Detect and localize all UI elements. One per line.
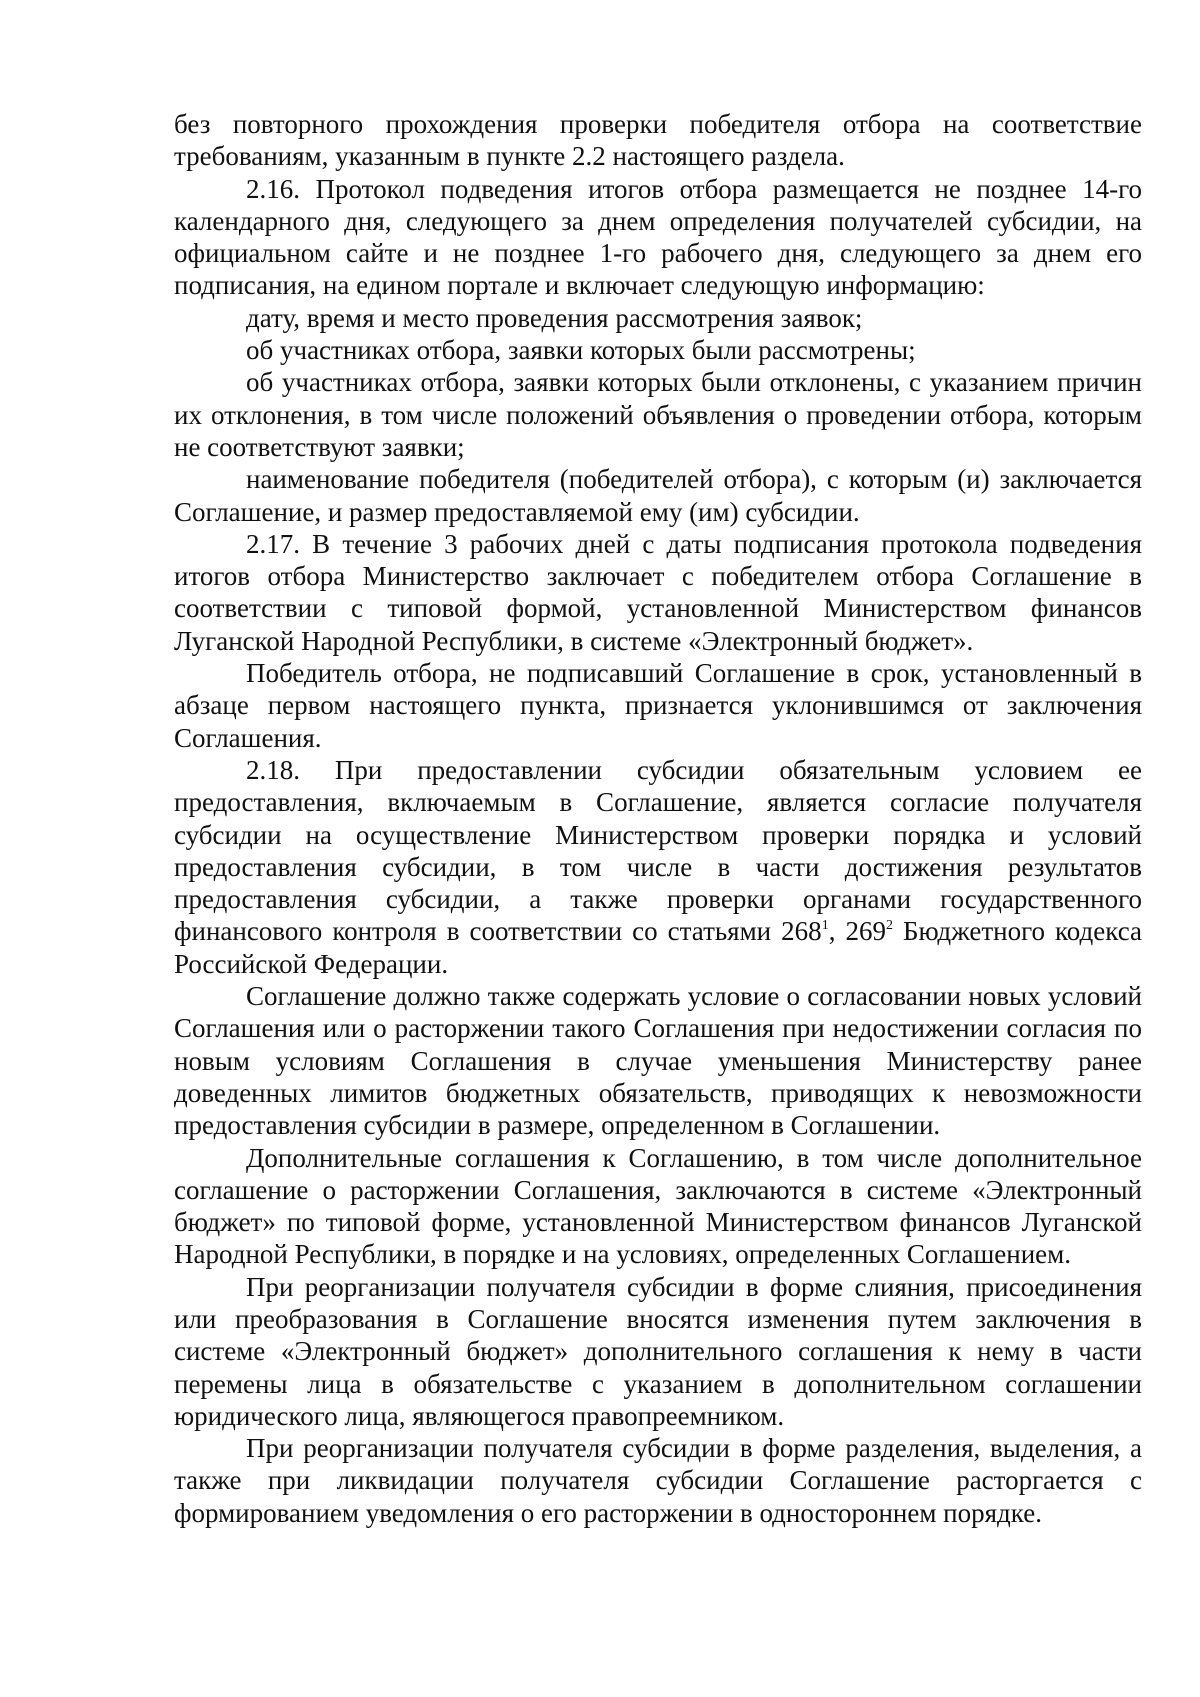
paragraph-2-16-date-item: дату, время и место проведения рассмотрения заявок;: [246, 302, 863, 333]
paragraph-2-17-evasion: Победитель отбора, не подписавший Соглашение в срок, установленный в абзаце первом настоящего пункта, признается уклонившимся от заключения Соглашения.: [174, 658, 1142, 753]
paragraph-2-18-text-before: 2.18. При предоставлении субсидии обязательным условием ее предоставления, включаемым в Соглашение, является согласие получателя субсидии на осуществление Министерством проверки порядка и условий предоставления субсидии, в том числе в части достижения результатов предоставления субсидии, а также проверки органами государственного финансового контроля в соответствии со статьями 268: [174, 754, 1142, 947]
superscript-article-269: 2: [885, 918, 893, 934]
paragraph-2-16: 2.16. Протокол подведения итогов отбора размещается не позднее 14-го календарного дня, следующего за днем определения получателей субсидии, на официальном сайте и не позднее 1-го рабочего дня, следующего за днем его подписания, на едином портале и включает следующую информацию:: [174, 173, 1142, 301]
paragraph-2-18: [174, 754, 1142, 980]
paragraph-2-18-division: При реорганизации получателя субсидии в форме разделения, выделения, а также при ликвидации получателя субсидии Соглашение расторгается с формированием уведомления о его расторжении в одностороннем порядке.: [174, 1433, 1142, 1528]
paragraph-2-18-merger: При реорганизации получателя субсидии в форме слияния, присоединения или преобразования в Соглашение вносятся изменения путем заключения в системе «Электронный бюджет» дополнительного соглашения к нему в части перемены лица в обязательстве с указанием в дополнительном соглашении юридического лица, являющегося правопреемником.: [174, 1271, 1142, 1431]
paragraph-2-18-terms: Соглашение должно также содержать условие о согласовании новых условий Соглашения или о расторжении такого Соглашения при недостижении согласия по новым условиям Соглашения в случае уменьшения Министерству ранее доведенных лимитов бюджетных обязательств, приводящих к невозможности предоставления субсидии в размере, определенном в Соглашении.: [174, 981, 1142, 1141]
paragraph-2-17: 2.17. В течение 3 рабочих дней с даты подписания протокола подведения итогов отбора Министерство заключает с победителем отбора Соглашение в соответствии с типовой формой, установленной Министерством финансов Луганской Народной Республики, в системе «Электронный бюджет».: [174, 528, 1142, 656]
document-body: [174, 108, 1142, 1529]
paragraph-2-18-text-after: Бюджетного кодекса Российской Федерации.: [174, 916, 1142, 979]
paragraph-2-18-text-middle: , 269: [828, 916, 886, 947]
paragraph-2-18-additional-agreements: Дополнительные соглашения к Соглашению, в том числе дополнительное соглашение о расторжении Соглашения, заключаются в системе «Электронный бюджет» по типовой форме, установленной Министерством финансов Луганской Народной Республики, в порядке и на условиях, определенных Соглашением.: [174, 1142, 1142, 1270]
paragraph-2-16-reviewed-item: об участниках отбора, заявки которых были рассмотрены;: [246, 335, 916, 366]
paragraph-2-16-rejected-item: об участниках отбора, заявки которых были отклонены, с указанием причин их отклонения, в том числе положений объявления о проведении отбора, которым не соответствуют заявки;: [174, 367, 1142, 462]
superscript-article-268: 1: [821, 918, 829, 934]
paragraph-2-16-winner-item: наименование победителя (победителей отбора), с которым (и) заключается Соглашение, и размер предоставляемой ему (им) субсидии.: [174, 464, 1142, 527]
paragraph-continuation: без повторного прохождения проверки победителя отбора на соответствие требованиям, указанным в пункте 2.2 настоящего раздела.: [174, 109, 1142, 172]
